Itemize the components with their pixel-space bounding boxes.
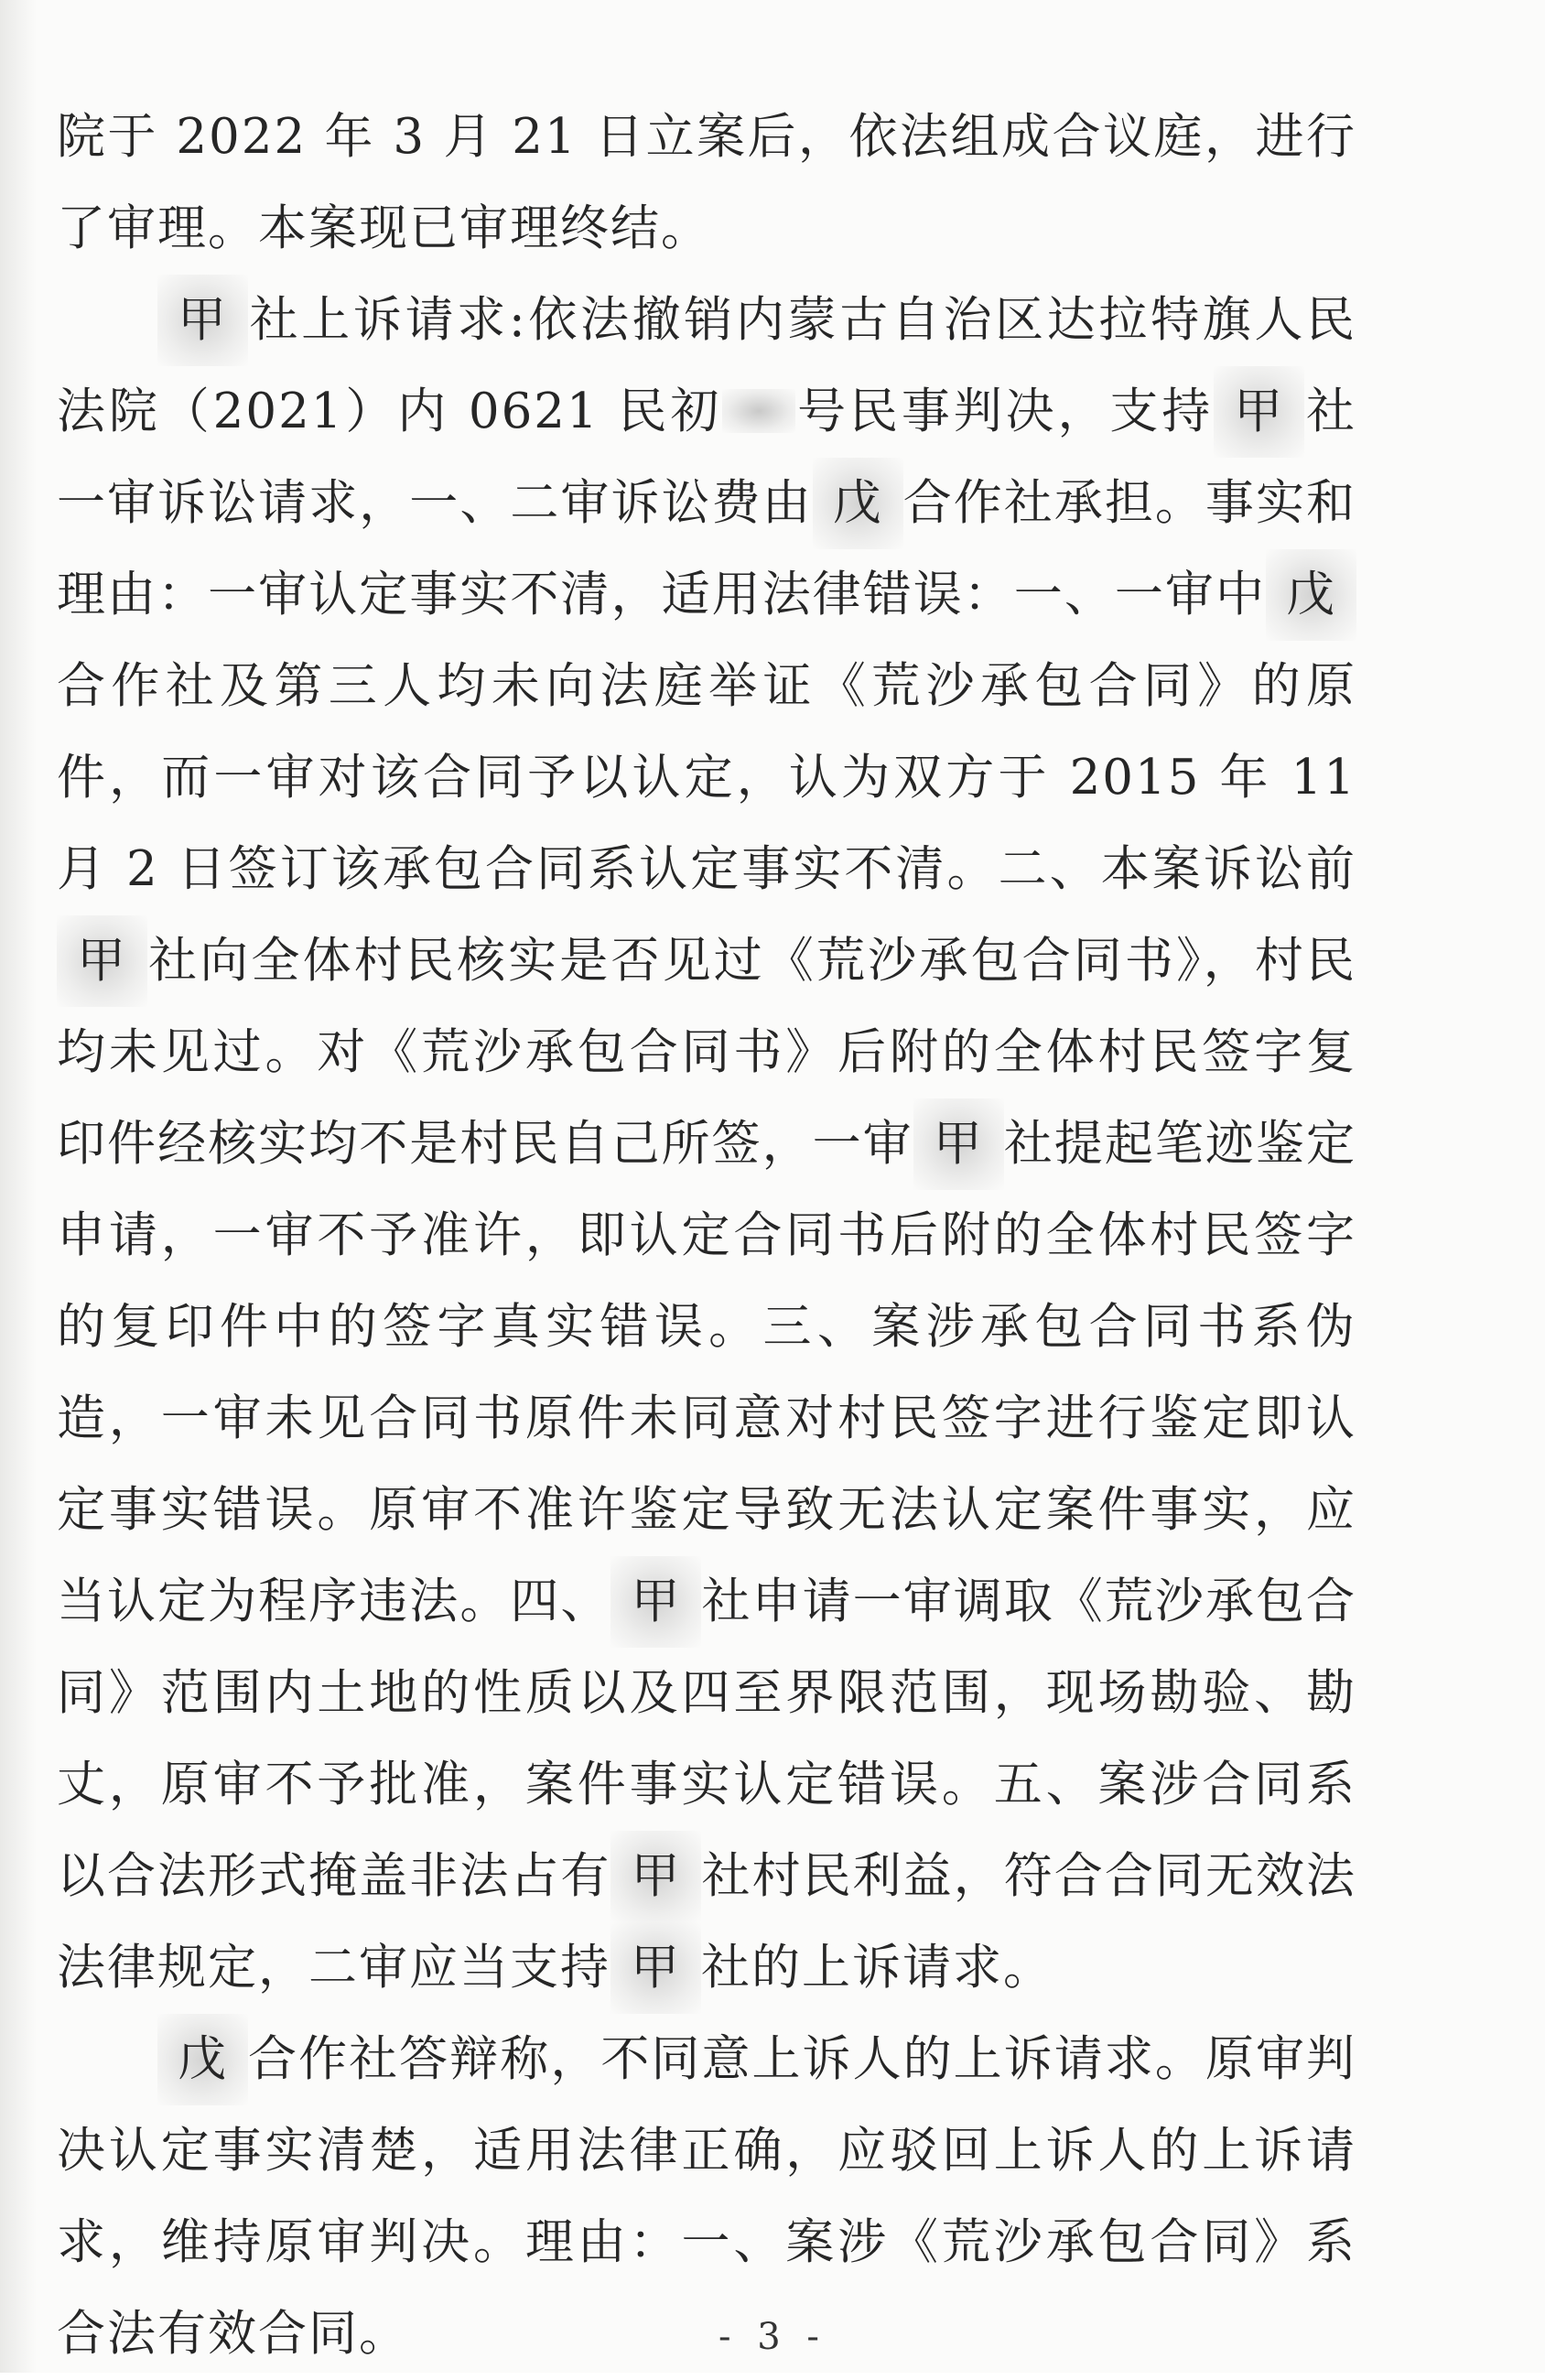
paragraph-text: 社上诉请求:依法撤销内蒙古自治区达拉特旗人民法院（2021）内 0621 民初 xyxy=(57,292,1356,439)
paragraph-text: 社申请一审调取《荒沙承包合同》范围内土地的性质以及四至界限范围，现场勘验、勘丈，原审不予批准，案件事实认定错误。五、案涉合同系以合法形式掩盖非法占有 xyxy=(57,1574,1357,1904)
redacted-name: 甲 xyxy=(610,1831,701,1922)
paragraph xyxy=(57,275,1356,2014)
redacted-name: 甲 xyxy=(610,1556,701,1648)
paragraph-text: 社村民利益，符合合同无效法法律规定，二审应当支持 xyxy=(57,1848,1357,1996)
redacted-name: 戊 xyxy=(813,458,903,549)
paragraph-text: 合作社答辩称，不同意上诉人的上诉请求。原审判决认定事实清楚，适用法律正确，应驳回上诉人的上诉请求，维持原审判决。理由：一、案涉《荒沙承包合同》系合法有效合同。 xyxy=(57,2031,1356,2362)
redacted-name: 甲 xyxy=(157,275,248,366)
document-body xyxy=(57,92,1356,2380)
paragraph-text: 院于 2022 年 3 月 21 日立案后，依法组成合议庭，进行了审理。本案现已审理终结。 xyxy=(57,109,1356,256)
paragraph-text: 社向全体村民核实是否见过《荒沙承包合同书》，村民均未见过。对《荒沙承包合同书》后附的全体村民签字复印件经核实均不是村民自己所签，一审 xyxy=(57,933,1356,1172)
redacted-name: 甲 xyxy=(57,915,147,1007)
scan-edge-shadow xyxy=(0,0,37,2373)
redacted-name: 甲 xyxy=(913,1098,1004,1190)
paragraph-text: 社的上诉请求。 xyxy=(701,1940,1053,1996)
redacted-name: 甲 xyxy=(1214,366,1304,458)
redacted-name xyxy=(722,389,795,433)
redacted-name: 戊 xyxy=(157,2014,248,2105)
redacted-name: 戊 xyxy=(1266,549,1356,641)
redacted-name: 甲 xyxy=(610,1922,701,2014)
paragraph-text: 号民事判决，支持 xyxy=(795,384,1215,439)
paragraph-text: 合作社及第三人均未向法庭举证《荒沙承包合同》的原件，而一审对该合同予以认定，认为双方于 2015 年 11 月 2 日签订该承包合同系认定事实不清。二、本案诉讼前 xyxy=(57,658,1356,897)
paragraph-text: 社一审诉讼请求，一、二审诉讼费由 xyxy=(57,384,1357,531)
paragraph-text: 合作社承担。事实和理由：一审认定事实不清，适用法律错误：一、一审中 xyxy=(57,475,1356,622)
paragraph xyxy=(57,92,1356,275)
page-number: - 3 - xyxy=(718,2316,827,2358)
paragraph-text: 社提起笔迹鉴定申请，一审不予准许，即认定合同书后附的全体村民签字的复印件中的签字真实错误。三、案涉承包合同书系伪造，一审未见合同书原件未同意对村民签字进行鉴定即认定事实错误。原审不准许鉴定导致无法认定案件事实，应当认定为程序违法。四、 xyxy=(57,1116,1357,1629)
